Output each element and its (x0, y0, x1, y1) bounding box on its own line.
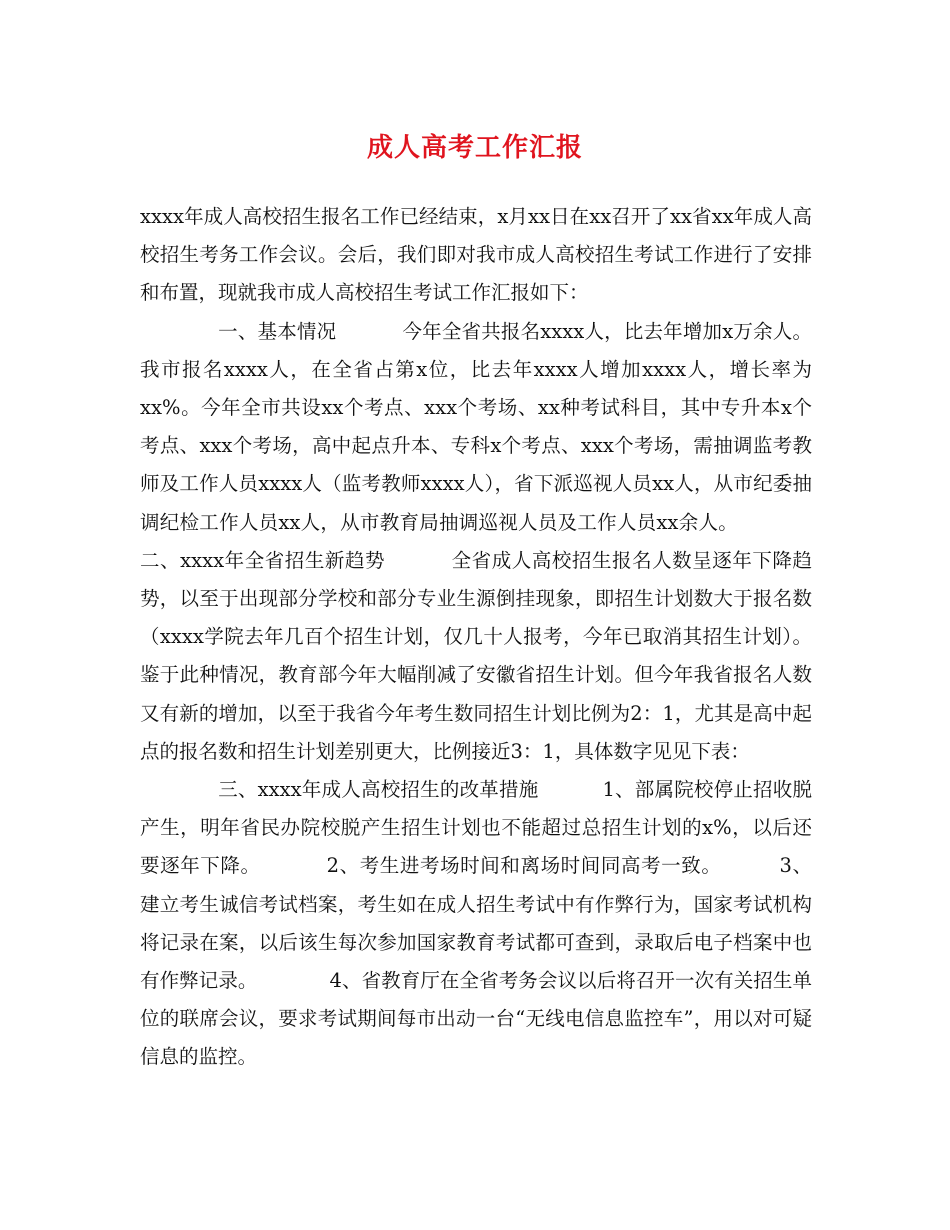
section1-heading: 一、基本情况 (218, 319, 337, 343)
intro-text: xxxx年成人高校招生报名工作已经结束，x月xx日在xx召开了xx省xx年成人高校招生考务工作会议。会后，我们即对我市成人高校招生考试工作进行了安排和布置，现就我市成人高校招生考试工作汇报如下： (140, 205, 812, 305)
intro-paragraph (140, 198, 812, 313)
section3-item2: 2、考生进考场时间和离场时间同高考一致。 (326, 854, 722, 878)
document-title: 成人高考工作汇报 (366, 133, 583, 163)
section2-heading: 二、xxxx年全省招生新趋势 (140, 548, 386, 572)
section3-item3: 3、建立考生诚信考试档案，考生如在成人招生考试中有作弊行为，国家考试机构将记录在案，以后该生每次参加国家教育考试都可查到，录取后电子档案中也有作弊记录。 (140, 854, 812, 993)
section3-heading: 三、xxxx年成人高校招生的改革措施 (218, 778, 539, 802)
reform-paragraph (140, 771, 812, 1077)
section2-text: 全省成人高校招生报名人数呈逐年下降趋势，以至于出现部分学校和部分专业生源倒挂现象，即招生计划数大于报名数（xxxx学院去年几百个招生计划，仅几十人报考，今年已取消其招生计划）。鉴于此种情况，教育部今年大幅削减了安徽省招生计划。但今年我省报名人数又有新的增加，以至于我省今年考生数同招生计划比例为2：1，尤其是高中起点的报名数和招生计划差别更大，比例接近3：1，具体数字见见下表： (140, 548, 812, 763)
section3-item1: 1、部属院校停止招收脱产生，明年省民办院校脱产生招生计划也不能超过总招生计划的x%，以后还要逐年下降。 (140, 778, 812, 878)
section3-item4: 4、省教育厅在全省考务会议以后将召开一次有关招生单位的联席会议，要求考试期间每市出动一台“无线电信息监控车”，用以对可疑信息的监控。 (140, 969, 812, 1069)
document-body (140, 198, 812, 1077)
main-paragraph (140, 313, 812, 771)
section1-text: 今年全省共报名xxxx人，比去年增加x万余人。我市报名xxxx人，在全省占第x位，比去年xxxx人增加xxxx人，增长率为xx%。今年全市共设xx个考点、xxx个考场、xx种考试科目，其中专升本x个考点、xxx个考场，高中起点升本、专科x个考点、xxx个考场，需抽调监考教师及工作人员xxxx人（监考教师xxxx人），省下派巡视人员xx人，从市纪委抽调纪检工作人员xx人，从市教育局抽调巡视人员及工作人员xx余人。 (140, 319, 812, 534)
